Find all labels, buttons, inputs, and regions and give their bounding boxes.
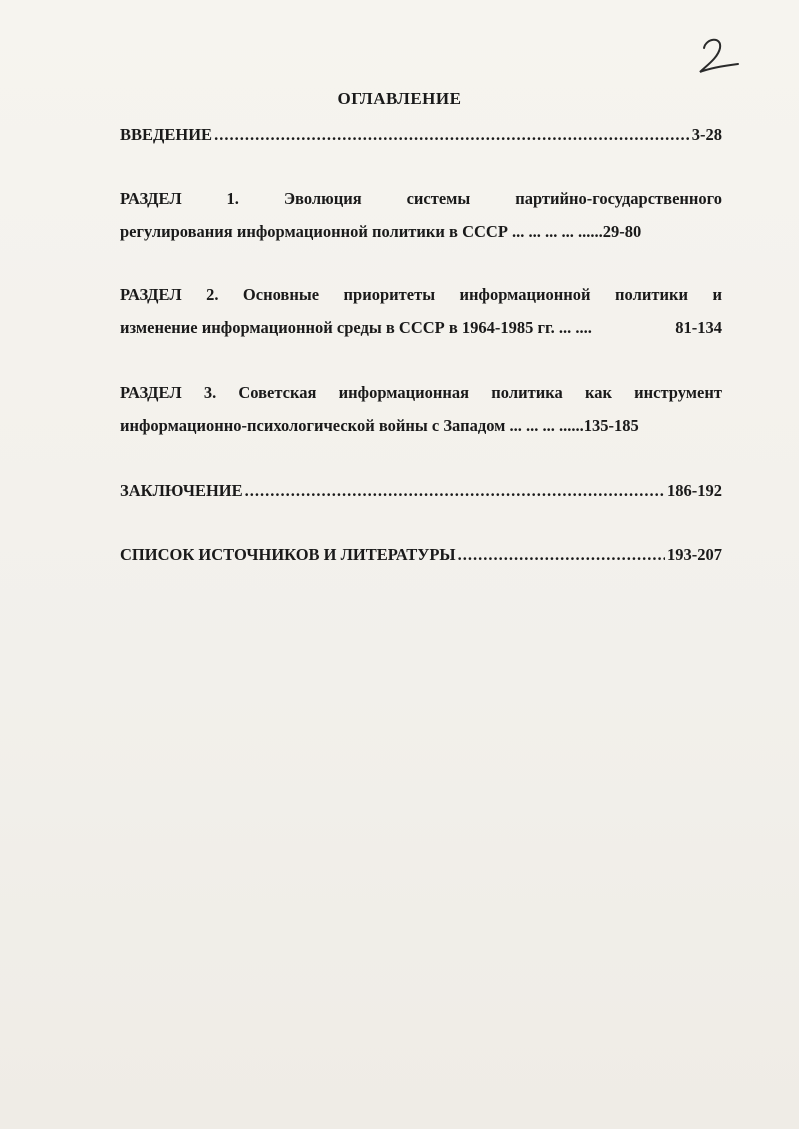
toc-entry-line-1: [120, 285, 722, 304]
toc-entry-conclusion: [120, 481, 722, 500]
word: Эволюция: [283, 189, 362, 208]
leader-dots: [458, 545, 665, 564]
toc-entry-pages: 81-134: [675, 318, 722, 337]
word: партийно-государственного: [515, 189, 722, 208]
toc-entry-label: ВВЕДЕНИЕ: [120, 125, 213, 144]
word: инструмент: [634, 383, 722, 402]
leader-dots: [214, 125, 690, 144]
toc-entry-pages: 193-207: [667, 545, 722, 564]
toc-entry-line-1: [120, 189, 722, 208]
word: 2.: [206, 285, 219, 304]
toc-entry-label: изменение информационной среды в СССР в 1964-1985 гг. ... ....: [120, 318, 592, 337]
toc-entry-introduction: [120, 125, 722, 144]
handwritten-page-number: [692, 30, 744, 80]
toc-entry-pages: 29-80: [602, 222, 642, 241]
toc-entry-sources: [120, 545, 722, 564]
word: 1.: [226, 189, 239, 208]
word: политика: [491, 383, 563, 402]
toc-entry-label: регулирования информационной политики в СССР ... ... ... ... ......: [120, 222, 603, 241]
toc-title: ОГЛАВЛЕНИЕ: [337, 89, 462, 108]
toc-entry-label: ЗАКЛЮЧЕНИЕ: [120, 481, 243, 500]
word: РАЗДЕЛ: [120, 189, 182, 208]
toc-entry-line-2: [120, 318, 722, 337]
word: как: [584, 383, 612, 402]
toc-entry-pages: 135-185: [583, 416, 639, 435]
word: РАЗДЕЛ: [120, 383, 182, 402]
toc-entry-line-1: [120, 383, 722, 402]
toc-entry-section-2: [120, 285, 722, 337]
word: РАЗДЕЛ: [120, 285, 182, 304]
word: 3.: [203, 383, 217, 402]
word: системы: [406, 189, 471, 208]
word: Советская: [238, 383, 317, 402]
toc-entry-line-2: [120, 222, 722, 241]
word: информационная: [338, 383, 470, 402]
toc-entry-label: СПИСОК ИСТОЧНИКОВ И ЛИТЕРАТУРЫ: [120, 545, 456, 564]
toc-entry-section-1: [120, 189, 722, 241]
word: информационной: [459, 285, 591, 304]
toc-entry-pages: 3-28: [691, 125, 722, 144]
toc-entry-line-2: [120, 416, 722, 435]
word: и: [712, 285, 722, 304]
leader-dots: [245, 481, 665, 500]
toc-entry-label: информационно-психологической войны с Западом ... ... ... ......: [120, 416, 584, 435]
word: приоритеты: [343, 285, 436, 304]
toc-entry-section-3: [120, 383, 722, 435]
word: Основные: [242, 285, 320, 304]
handwritten-2-icon: [692, 30, 744, 80]
toc-entry-pages: 186-192: [667, 481, 722, 500]
word: политики: [615, 285, 688, 304]
